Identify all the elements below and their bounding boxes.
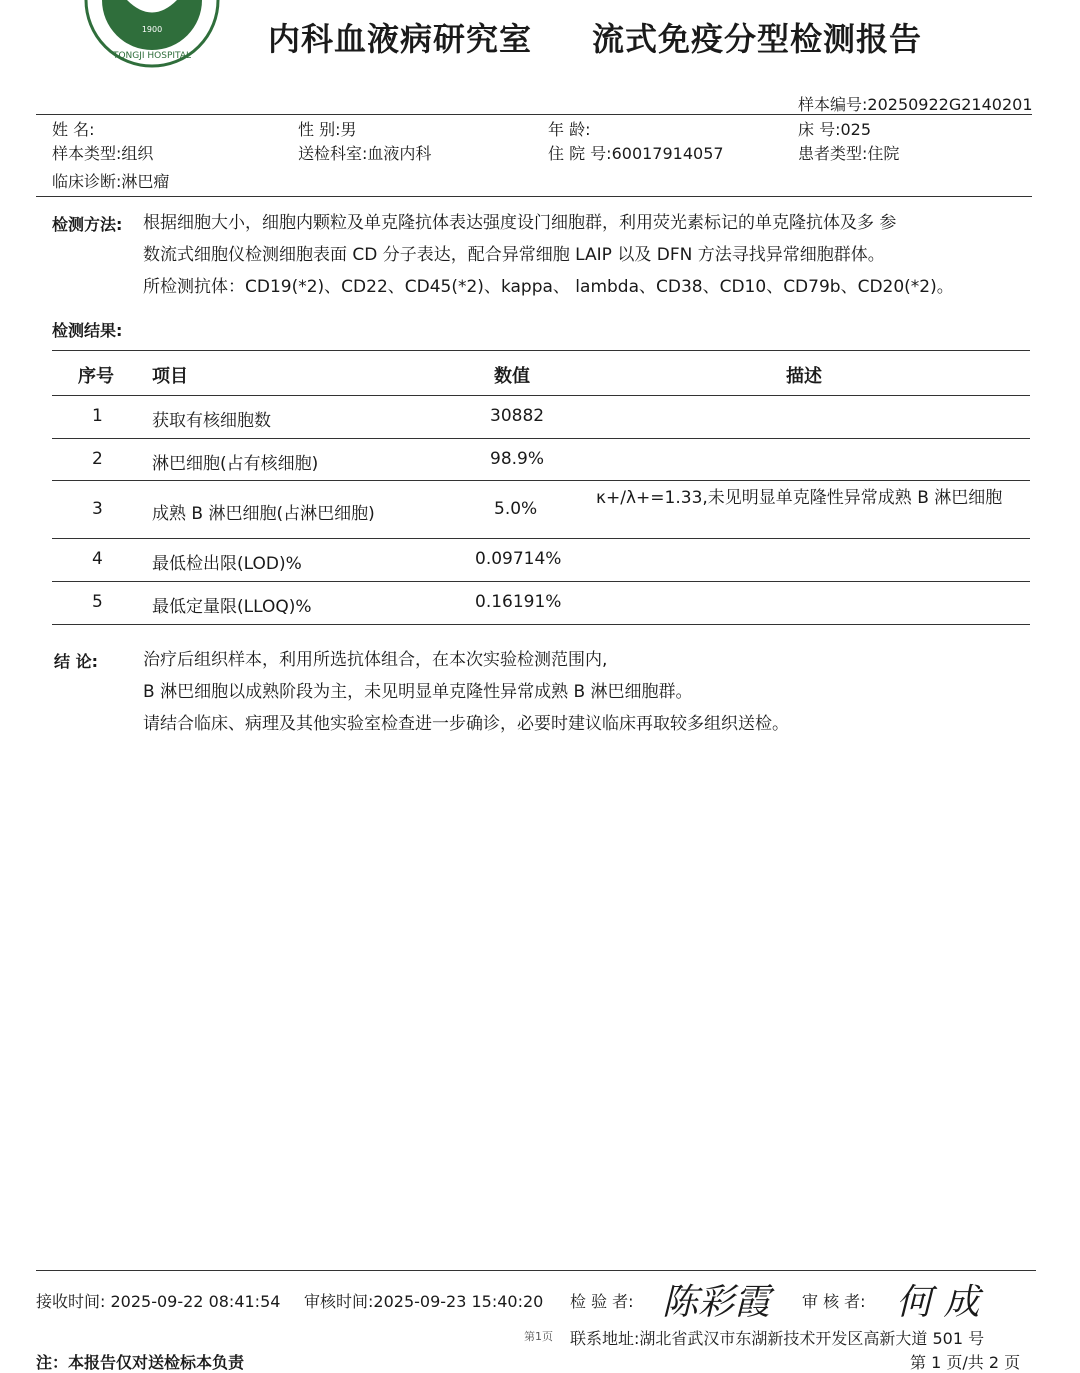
- row-5-value: 0.16191%: [475, 592, 562, 612]
- results-label: 检测结果:: [52, 321, 123, 340]
- address: 联系地址:湖北省武汉市东湖新技术开发区高新大道 501 号: [570, 1329, 985, 1348]
- patient-type-field: 患者类型:住院: [798, 144, 900, 163]
- patient-divider: [36, 196, 1032, 197]
- bed-field: 床 号:025: [798, 120, 872, 139]
- row-4-item: 最低检出限(LOD)%: [152, 554, 302, 574]
- row-3-value: 5.0%: [494, 499, 538, 519]
- sample-id-label: 样本编号:: [798, 95, 868, 114]
- row-1-no: 1: [92, 406, 103, 426]
- row-3-desc: κ+/λ+=1.33,未见明显单克隆性异常成熟 B 淋巴细胞: [596, 488, 1003, 508]
- col-header-desc: 描述: [786, 366, 822, 387]
- conclusion-line-3: 请结合临床、病理及其他实验室检查进一步确诊，必要时建议临床再取较多组织送检。: [143, 714, 789, 734]
- row-4-value: 0.09714%: [475, 549, 562, 569]
- row-3-no: 3: [92, 499, 103, 519]
- conclusion-line-1: 治疗后组织样本，利用所选抗体组合，在本次实验检测范围内,: [143, 650, 608, 670]
- logo-text: TONGJI HOSPITAL: [112, 51, 192, 61]
- sample-id: 20250922G2140201: [867, 95, 1033, 114]
- name-field: 姓 名:: [52, 120, 95, 139]
- page-small: 第1页: [524, 1330, 553, 1343]
- sample-id-row: [798, 92, 1033, 115]
- row-2-item: 淋巴细胞(占有核细胞): [152, 454, 319, 474]
- table-top-rule: [52, 350, 1030, 351]
- sample-type-field: 样本类型:组织: [52, 144, 154, 163]
- age-field: 年 龄:: [548, 120, 591, 139]
- reviewer-signature: 何 成: [896, 1282, 980, 1323]
- table-header-rule: [52, 395, 1030, 396]
- conclusion-label: 结 论:: [54, 652, 98, 671]
- dept-title: 内科血液病研究室: [268, 20, 533, 58]
- row-5-no: 5: [92, 592, 103, 612]
- review-time-field: 审核时间:2025-09-23 15:40:20: [304, 1292, 544, 1311]
- method-line-1: 根据细胞大小，细胞内颗粒及单克隆抗体表达强度设门细胞群，利用荧光素标记的单克隆抗体及多 参: [143, 213, 897, 233]
- hospital-logo: [82, 0, 222, 70]
- receive-time-field: 接收时间: 2025-09-22 08:41:54: [36, 1292, 281, 1311]
- inpatient-field: 住 院 号:60017914057: [548, 144, 724, 163]
- col-header-item: 项目: [152, 366, 188, 387]
- col-header-value: 数值: [494, 366, 530, 387]
- row-4-no: 4: [92, 549, 103, 569]
- row-4-rule: [52, 581, 1030, 582]
- row-5-item: 最低定量限(LLOQ)%: [152, 597, 312, 617]
- tester-signature: 陈彩霞: [662, 1282, 771, 1323]
- row-3-item: 成熟 B 淋巴细胞(占淋巴细胞): [152, 504, 375, 524]
- footer-note: 注：本报告仅对送检标本负责: [36, 1353, 245, 1372]
- method-line-2: 数流式细胞仪检测细胞表面 CD 分子表达，配合异常细胞 LAIP 以及 DFN 方法寻找异常细胞群体。: [143, 245, 885, 265]
- footer-divider: [36, 1270, 1036, 1271]
- diagnosis-field: 临床诊断:淋巴瘤: [52, 172, 170, 191]
- table-bottom-rule: [52, 624, 1030, 625]
- conclusion-line-2: B 淋巴细胞以成熟阶段为主，未见明显单克隆性异常成熟 B 淋巴细胞群。: [143, 682, 693, 702]
- row-3-rule: [52, 538, 1030, 539]
- row-2-no: 2: [92, 449, 103, 469]
- sex-field: 性 别:男: [298, 120, 357, 139]
- page-of: 第 1 页/共 2 页: [910, 1353, 1021, 1372]
- row-1-item: 获取有核细胞数: [152, 411, 271, 431]
- reviewer-label: 审 核 者:: [802, 1292, 866, 1311]
- logo-year: 1900: [141, 25, 163, 34]
- row-1-value: 30882: [490, 406, 545, 426]
- header-divider: [36, 114, 1032, 115]
- report-title: 流式免疫分型检测报告: [592, 20, 923, 58]
- method-line-3: 所检测抗体：CD19(*2)、CD22、CD45(*2)、kappa、 lambda、CD38、CD10、CD79b、CD20(*2)。: [143, 277, 954, 297]
- col-header-no: 序号: [78, 366, 114, 387]
- method-label: 检测方法:: [52, 215, 123, 234]
- dept-field: 送检科室:血液内科: [298, 144, 432, 163]
- row-2-value: 98.9%: [490, 449, 545, 469]
- tester-label: 检 验 者:: [570, 1292, 634, 1311]
- row-2-rule: [52, 480, 1030, 481]
- row-1-rule: [52, 438, 1030, 439]
